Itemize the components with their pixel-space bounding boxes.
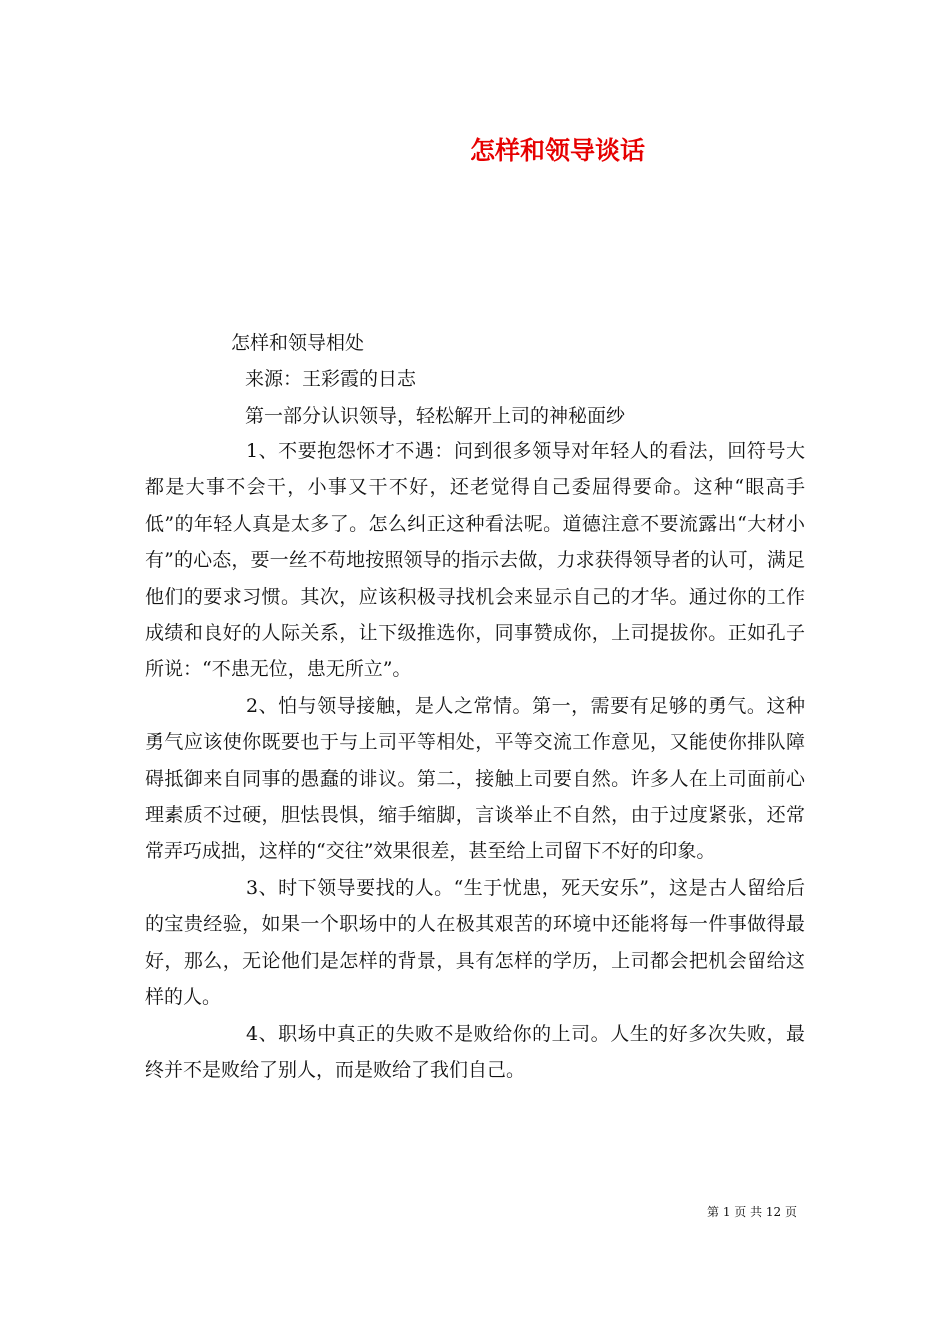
paragraph-3: 3、时下领导要找的人。“生于忧患，死天安乐”，这是古人留给后的宝贵经验，如果一个职场中的人在极其艰苦的环境中还能将每一件事做得最好，那么，无论他们是怎样的背景，具有怎样的学历，上司都会把机会留给这样的人。 [145, 876, 805, 1009]
document-body [145, 433, 805, 1088]
section-heading: 第一部分认识领导，轻松解开上司的神秘面纱 [245, 405, 626, 427]
document-subtitle: 怎样和领导相处 [231, 332, 365, 354]
paragraph-2: 2、怕与领导接触，是人之常情。第一，需要有足够的勇气。这种勇气应该使你既要也于与上司平等相处，平等交流工作意见，又能使你排队障碍抵御来自同事的愚蠢的诽议。第二，接触上司要自然。许多人在上司面前心理素质不过硬，胆怯畏惧，缩手缩脚，言谈举止不自然，由于过度紧张，还常常弄巧成拙，这样的“交往”效果很差，甚至给上司留下不好的印象。 [145, 694, 805, 863]
paragraph-1: 1、不要抱怨怀才不遇：问到很多领导对年轻人的看法，回符号大都是大事不会干，小事又干不好，还老觉得自己委屈得要命。这种“眼高手低”的年轻人真是太多了。怎么纠正这种看法呢。道德注意不要流露出“大材小有”的心态，要一丝不苟地按照领导的指示去做，力求获得领导者的认可，满足他们的要求习惯。其次，应该积极寻找机会来显示自己的才华。通过你的工作成绩和良好的人际关系，让下级推选你，同事赞成你，上司提拔你。正如孔子所说：“不患无位，患无所立”。 [145, 440, 805, 681]
page-number-footer: 第 1 页 共 12 页 [707, 1205, 797, 1219]
document-title: 怎样和领导谈话 [470, 136, 646, 165]
document-source: 来源：王彩霞的日志 [245, 368, 417, 390]
paragraph-4: 4、职场中真正的失败不是败给你的上司。人生的好多次失败，最终并不是败给了别人，而是败给了我们自己。 [145, 1022, 805, 1081]
